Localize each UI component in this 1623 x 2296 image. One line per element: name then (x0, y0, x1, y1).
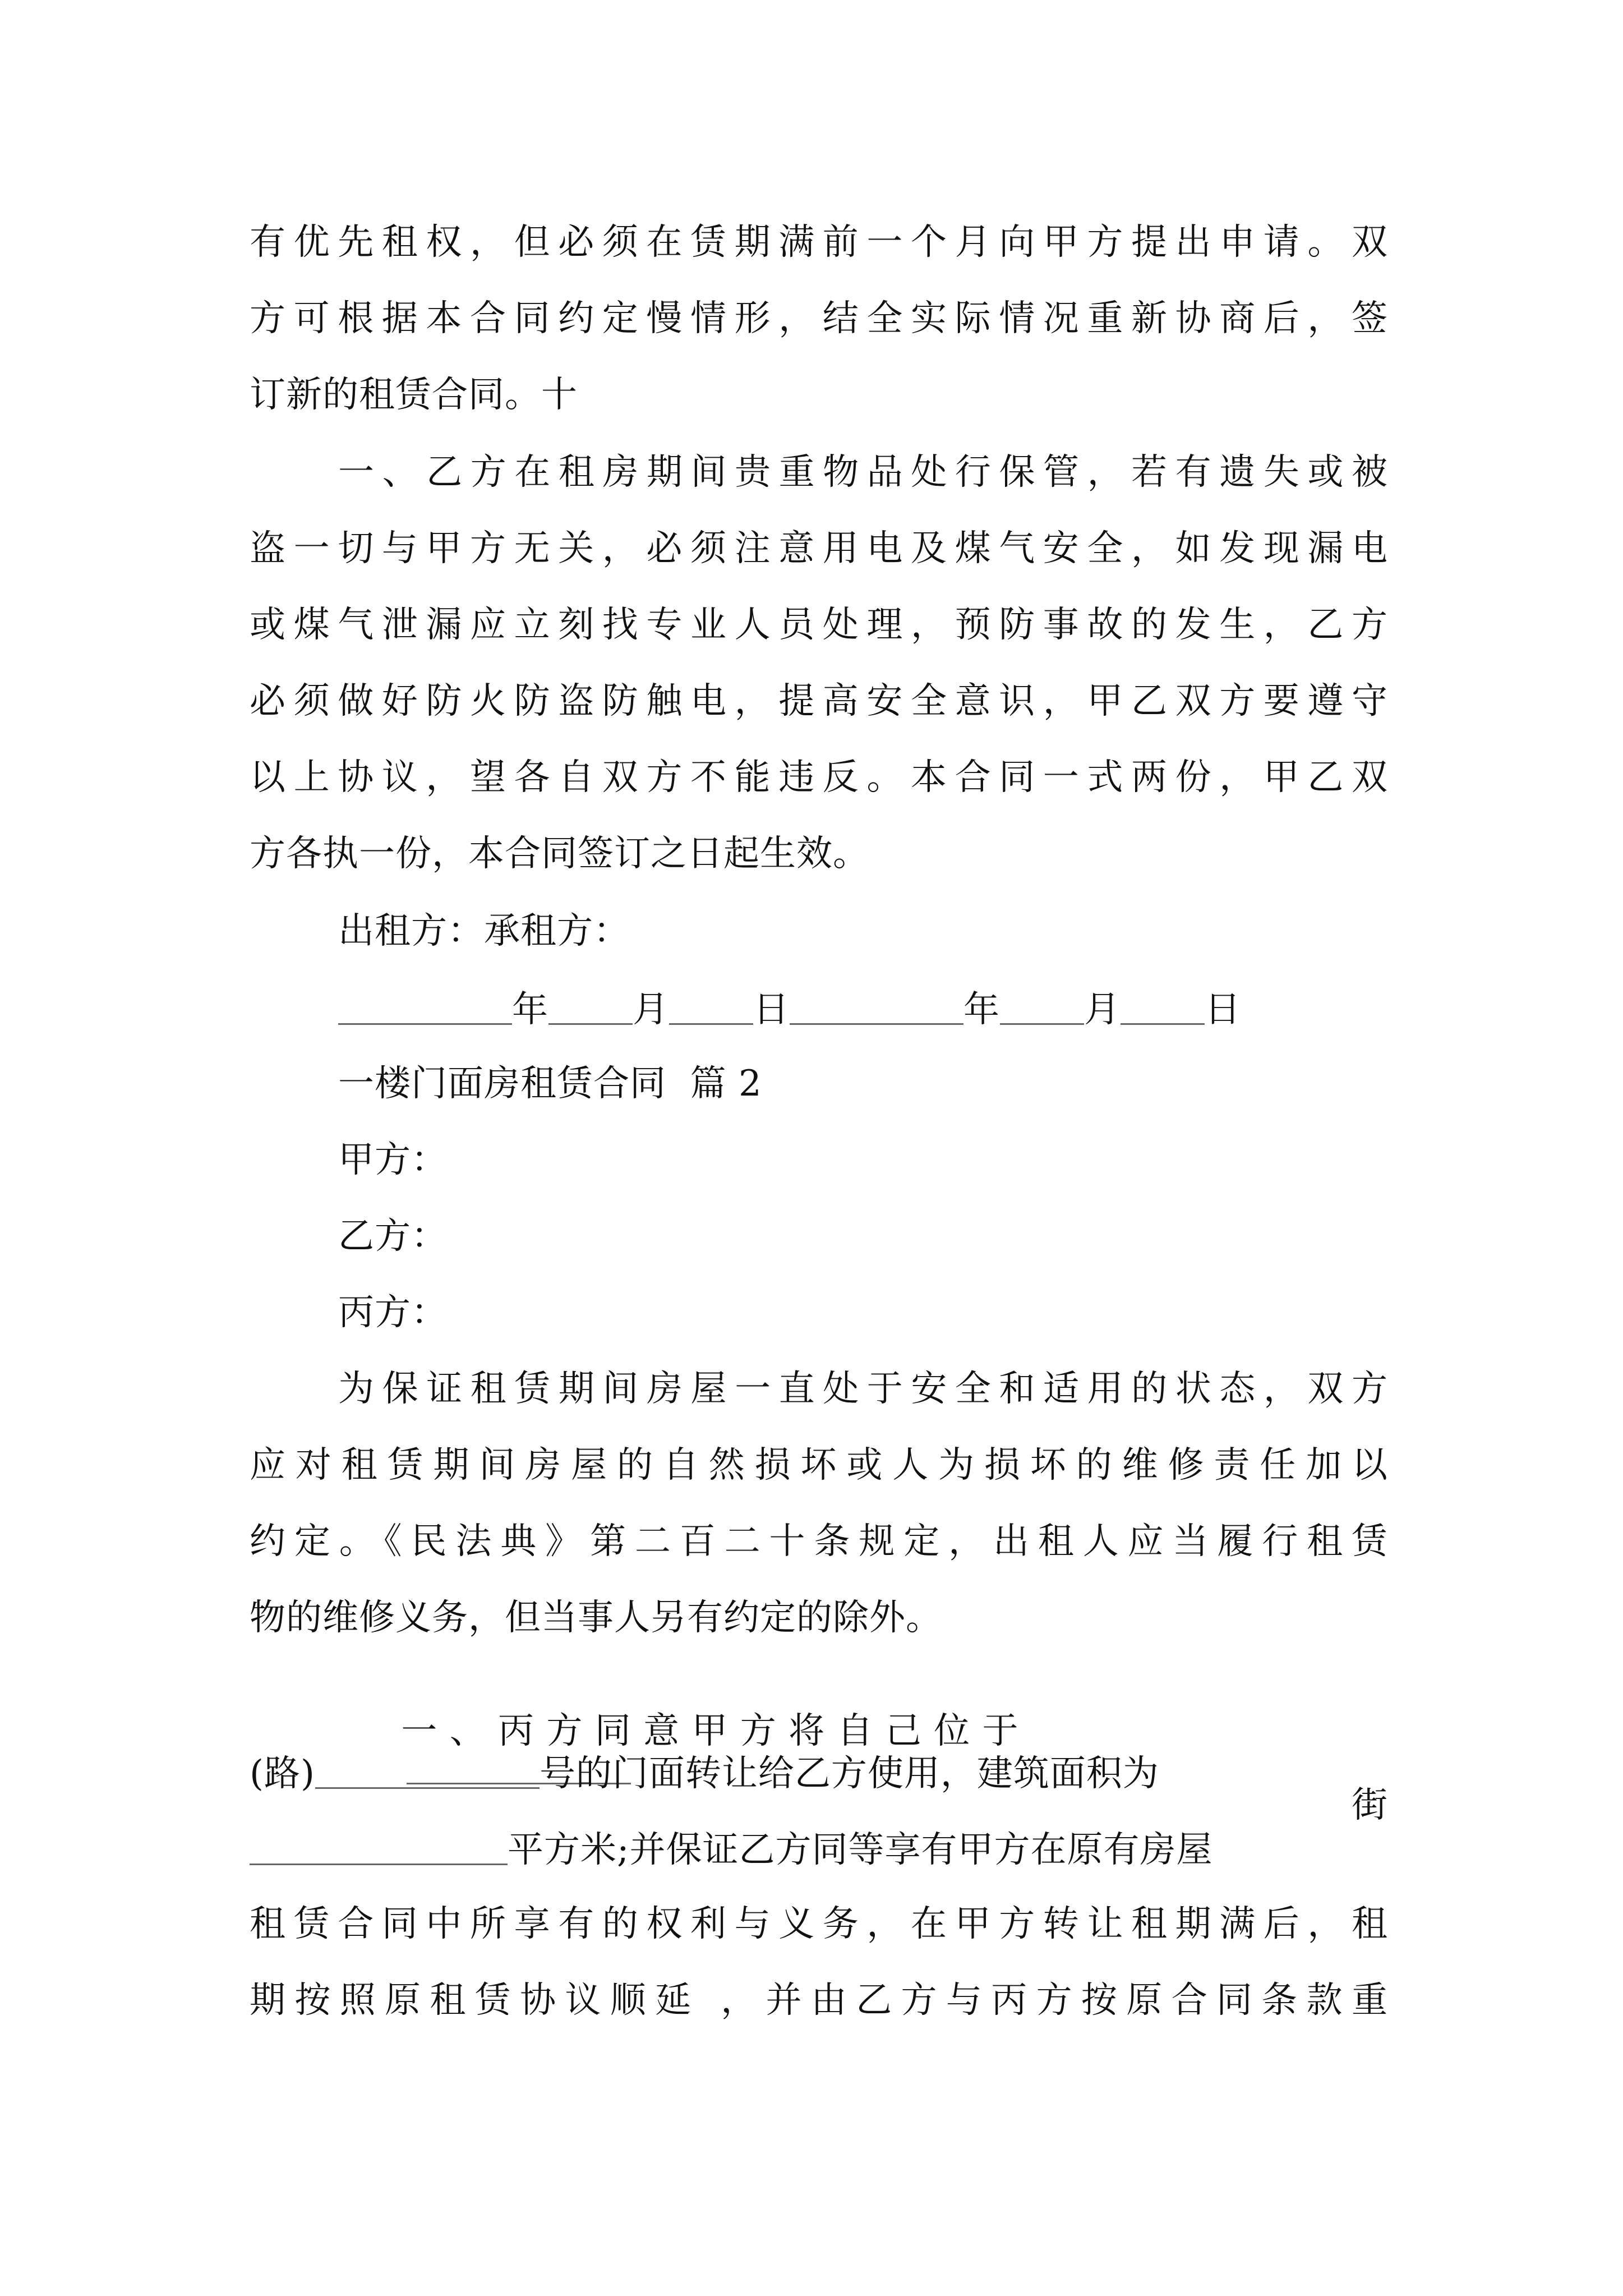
body-line-5: 盗一切与甲方无关，必须注意用电及煤气安全，如发现漏电 (250, 528, 1388, 569)
blank-year-2 (790, 990, 963, 1025)
para3-line3-end: 平方米;并保证乙方同等享有甲方在原有房屋 (508, 1829, 1213, 1871)
para3-line2-end: 号的门面转让给乙方使用，建筑面积为 (539, 1753, 1159, 1795)
body-line-6: 或煤气泄漏应立刻找专业人员处理，预防事故的发生，乙方 (250, 604, 1388, 646)
party-b: 乙方： (338, 1216, 448, 1257)
day-label-2: 日 (1205, 989, 1241, 1030)
para3-line1-start: 一 、 丙 方 同 意 甲 方 将 自 己 位 于 (401, 1710, 1019, 1752)
year-label-2: 年 (963, 989, 1000, 1030)
month-label-1: 月 (633, 989, 669, 1030)
signature-line: 出租方：承租方： (338, 910, 630, 952)
para3-line-4: 租赁合同中所享有的权利与义务，在甲方转让租期满后，租 (250, 1903, 1388, 1945)
body-line-8: 以上协议，望各自双方不能违反。本合同一式两份，甲乙双 (250, 757, 1388, 798)
day-label-1: 日 (753, 989, 790, 1030)
party-a: 甲方： (338, 1139, 448, 1181)
section-title: 一楼门面房租赁合同 篇 2 (338, 1063, 762, 1105)
para2-line-2: 应对租赁期间房屋的自然损坏或人为损坏的维修责任加以 (250, 1444, 1388, 1486)
para2-line-1: 为保证租赁期间房屋一直处于安全和适用的状态，双方 (338, 1368, 1388, 1410)
blank-month-2 (1000, 990, 1084, 1025)
para2-line-3: 约定。《民法典》第二百二十条规定，出租人应当履行租赁 (250, 1521, 1388, 1562)
para3-line-3 (250, 1829, 1388, 1871)
blank-number (315, 1754, 540, 1789)
body-line-7: 必须做好防火防盗防触电，提高安全意识，甲乙双方要遵守 (250, 680, 1388, 722)
month-label-2: 月 (1084, 989, 1121, 1030)
blank-day-2 (1121, 990, 1205, 1025)
date-line (338, 990, 1388, 1028)
para3-line2-start: (路) (250, 1753, 315, 1795)
para3-line-5: 期按照原租赁协议顺延 ，并由乙方与丙方按原合同条款重 (250, 1980, 1388, 2021)
party-c: 丙方： (338, 1292, 448, 1333)
para2-line-4: 物的维修义务，但当事人另有约定的除外。 (250, 1597, 942, 1639)
blank-area (250, 1830, 508, 1865)
year-label-1: 年 (512, 989, 548, 1030)
para3-line1-end: 街 (1352, 1784, 1388, 1826)
body-line-1: 有优先租权，但必须在赁期满前一个月向甲方提出申请。双 (250, 222, 1388, 263)
para3-line-2 (250, 1753, 1388, 1795)
body-line-9: 方各执一份，本合同签订之日起生效。 (250, 833, 869, 875)
blank-year-1 (338, 990, 512, 1025)
body-line-4: 一、乙方在租房期间贵重物品处行保管，若有遗失或被 (338, 452, 1388, 493)
blank-month-1 (548, 990, 633, 1025)
body-line-3: 订新的租赁合同。十 (250, 374, 578, 416)
body-line-2: 方可根据本合同约定慢情形，结全实际情况重新协商后，签 (250, 298, 1388, 339)
blank-day-1 (669, 990, 753, 1025)
